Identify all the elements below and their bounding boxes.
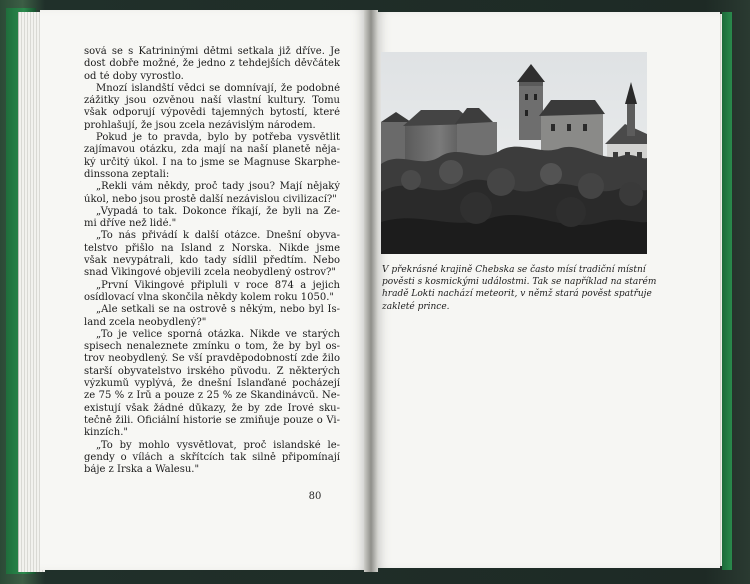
- text-line: starší obyvatelstvo irského původu. Z některých: [84, 365, 340, 377]
- text-line: snad Vikingové objevili zcela neobydlený ostrov?": [84, 267, 337, 279]
- text-line: zážitky jsou ozvěnou naší vlastní kultury. Tomu: [84, 95, 340, 107]
- text-line: však odporují výpovědi tajemných bytostí, které: [84, 107, 340, 119]
- castle-photo: [381, 52, 647, 254]
- text-line: výzkumů vyplývá, že dnešní Islanďané pocházejí: [84, 378, 340, 390]
- book-gutter: [364, 10, 378, 572]
- text-line: „To by mohlo vysvětlovat, proč islandské le-: [96, 439, 340, 451]
- photo-caption: [382, 264, 657, 313]
- text-line: ze 75 % z Irů a pouze z 25 % ze Skandinávců. Ne-: [84, 390, 340, 402]
- caption-line: V překrásné krajině Chebska se často mísí tradiční místní: [382, 265, 646, 275]
- text-line: mi dříve než lidé.": [84, 218, 177, 230]
- text-line: telstvo přišlo na Island z Norska. Nikde jsme: [84, 242, 340, 254]
- caption-line: hradě Lokti nachází meteorit, v němž stará pověst spatřuje: [382, 289, 652, 300]
- book-cover-right: [722, 12, 732, 570]
- text-line: tečně žili. Oficiální historie se zmiňuje pouze o Vi-: [84, 414, 340, 426]
- text-line: prohlašují, že jsou zcela nezávislým národem.: [84, 119, 316, 131]
- text-line: „To nás přivádí k další otázce. Dnešní obyva-: [96, 230, 340, 242]
- page-number: 80: [308, 491, 322, 502]
- text-line: „To je velice sporná otázka. Nikde ve starých: [96, 328, 340, 340]
- text-line: od té doby vyrostlo.: [84, 70, 184, 82]
- text-line: osídlovací vlna skončila někdy kolem roku 1050.": [84, 291, 334, 303]
- text-line: zajímavou otázku, zda mají na naší planetě něja-: [84, 144, 340, 156]
- text-line: kinzích.": [84, 427, 128, 439]
- text-line: existují však žádné důkazy, že by zde Irové sku-: [84, 402, 340, 414]
- text-line: úkol, nebo jsou prostě další nezávislou civilizací?": [84, 193, 337, 205]
- caption-line: pověsti s kosmickými událostmi. Tak se například na starém: [382, 277, 657, 288]
- text-line: dinssona zeptali:: [84, 168, 170, 180]
- text-line: spisech nenaleznete zmínku o tom, že by byl os-: [84, 341, 340, 353]
- text-line: však nevypátrali, kdo tady sídlil předtím. Nebo: [84, 255, 340, 267]
- text-line: sová se s Katrininými dětmi setkala již dříve. Je: [84, 46, 340, 57]
- text-line: „Ale setkali se na ostrově s někým, nebo byl Is-: [96, 304, 340, 316]
- text-line: Pokud je to pravda, bylo by potřeba vysvětlit: [96, 132, 340, 144]
- text-line: báje z Irska a Walesu.": [84, 464, 200, 476]
- left-page-text: [84, 46, 340, 476]
- text-line: land zcela neobydlený?": [84, 316, 207, 328]
- text-line: „Řekli vám někdy, proč tady jsou? Mají nějaký: [96, 181, 340, 193]
- text-line: „Vypadá to tak. Dokonce říkají, že byli na Ze-: [96, 205, 340, 217]
- text-line: trov neobydlený. Se vší pravděpodobností zde žilo: [84, 353, 340, 365]
- text-line: „První Vikingové připluli v roce 874 a jejich: [96, 279, 340, 291]
- text-line: dost dobře možné, že jedno z tehdejších děvčátek: [84, 58, 340, 70]
- caption-line: zakleté prince.: [382, 301, 450, 312]
- text-line: Mnozí islandští vědci se domnívají, že podobné: [96, 82, 340, 94]
- text-line: ký určitý úkol. I na to jsme se Magnuse Skarphe-: [84, 156, 340, 168]
- text-line: gendy o vílách a skřítcích tak silně připomínají: [84, 451, 340, 463]
